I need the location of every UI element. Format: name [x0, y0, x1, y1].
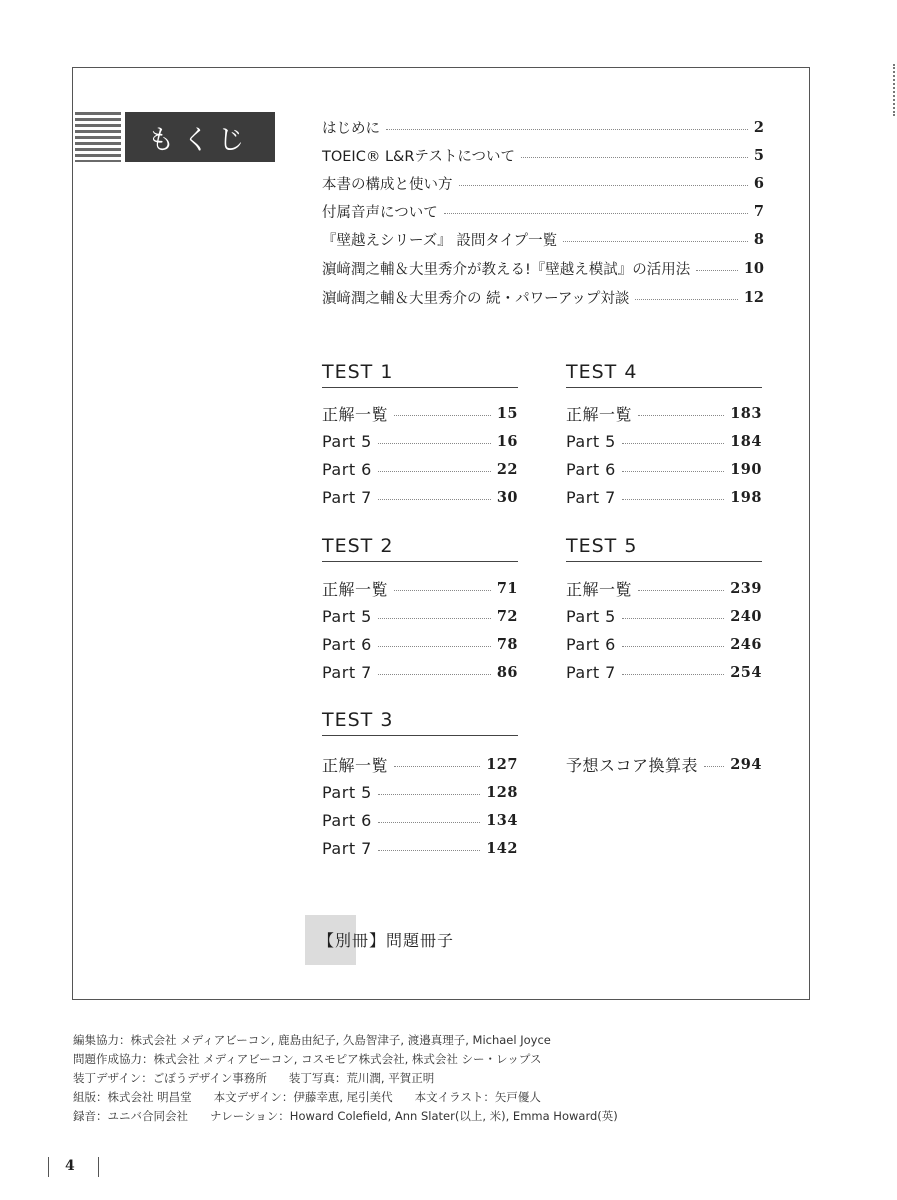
toc-label: Part 5: [322, 606, 372, 626]
toc-label: Part 6: [322, 810, 372, 830]
toc-page: 198: [730, 488, 762, 506]
toc-row[interactable]: [322, 808, 518, 832]
toc-label: Part 6: [322, 459, 372, 479]
toc-row[interactable]: [322, 632, 518, 656]
dot-leader: [378, 471, 491, 472]
toc-row[interactable]: [322, 780, 518, 804]
dot-leader: [521, 157, 748, 158]
toc-label: Part 6: [322, 634, 372, 654]
dot-leader: [622, 443, 724, 444]
toc-label: 付属音声について: [322, 204, 438, 221]
toc-page: 240: [730, 607, 762, 625]
dot-leader: [638, 415, 724, 416]
toc-row[interactable]: [322, 257, 764, 279]
toc-label: Part 7: [322, 662, 372, 682]
toc-page: 86: [496, 663, 518, 681]
credit-line: 問題作成協力：株式会社 メディアビーコン, コスモピア株式会社, 株式会社 シー・レップス: [73, 1052, 542, 1066]
toc-page: 71: [496, 579, 518, 597]
credit-item: 本文デザイン：伊藤幸恵, 尾引美代: [213, 1090, 393, 1104]
toc-page: 10: [743, 259, 764, 277]
credit-item: 装丁写真：荒川潤, 平賀正明: [288, 1071, 435, 1085]
toc-label: 正解一覧: [322, 579, 389, 599]
toc-label: 正解一覧: [322, 755, 389, 775]
toc-page: 78: [496, 635, 518, 653]
toc-label: Part 6: [566, 459, 616, 479]
toc-page: 7: [753, 202, 764, 220]
toc-row[interactable]: [322, 604, 518, 628]
dot-leader: [378, 646, 491, 647]
toc-label: Part 5: [566, 606, 616, 626]
toc-row[interactable]: [322, 144, 764, 166]
dot-leader: [378, 618, 491, 619]
dot-leader: [635, 299, 737, 300]
credit-line: [73, 1069, 618, 1088]
toc-page: 5: [753, 146, 764, 164]
dot-leader: [378, 794, 480, 795]
page-number: 4: [65, 1158, 75, 1174]
toc-row[interactable]: [322, 429, 518, 453]
dot-leader: [378, 443, 491, 444]
toc-page: 294: [730, 755, 762, 773]
toc-label: Part 5: [322, 782, 372, 802]
dot-leader: [394, 415, 491, 416]
toc-row[interactable]: [566, 401, 762, 425]
credit-line: [73, 1107, 618, 1126]
dot-leader: [444, 213, 748, 214]
dot-leader: [394, 590, 491, 591]
dot-leader: [378, 822, 480, 823]
dot-leader: [378, 850, 480, 851]
dot-leader: [638, 590, 724, 591]
toc-page: 254: [730, 663, 762, 681]
toc-row[interactable]: [322, 752, 518, 776]
folio-bar-right: [98, 1157, 99, 1177]
toc-label: 予想スコア換算表: [566, 755, 699, 775]
toc-row[interactable]: [322, 457, 518, 481]
test-heading: TEST 5: [566, 535, 762, 562]
toc-page: 16: [496, 432, 518, 450]
toc-page: 239: [730, 579, 762, 597]
toc-page: 12: [743, 288, 764, 306]
toc-row[interactable]: [322, 660, 518, 684]
folio-bar-left: [48, 1157, 49, 1177]
dot-leader: [394, 766, 480, 767]
toc-label: Part 5: [322, 431, 372, 451]
toc-row[interactable]: [566, 604, 762, 628]
toc-label: 本書の構成と使い方: [322, 176, 453, 193]
credit-item: 本文イラスト：矢戸優人: [414, 1090, 541, 1104]
toc-row[interactable]: [322, 286, 764, 308]
credit-line: [73, 1088, 618, 1107]
dot-leader: [622, 646, 724, 647]
toc-row[interactable]: [322, 116, 764, 138]
credit-item: ナレーション：Howard Colefield, Ann Slater(以上, 米), Emma Howard(英): [210, 1109, 618, 1123]
test-heading: TEST 1: [322, 361, 518, 388]
toc-row[interactable]: [566, 660, 762, 684]
toc-row[interactable]: [322, 200, 764, 222]
toc-page: 22: [496, 460, 518, 478]
toc-page: 134: [486, 811, 518, 829]
credits: [73, 1031, 618, 1126]
dot-leader: [622, 499, 724, 500]
dot-leader: [459, 185, 748, 186]
toc-page: 142: [486, 839, 518, 857]
dot-leader: [386, 129, 748, 130]
bessatsu-label: 【別冊】問題冊子: [318, 931, 455, 950]
toc-page: 15: [496, 404, 518, 422]
toc-label: TOEIC® L&Rテストについて: [322, 148, 516, 165]
toc-row[interactable]: [566, 632, 762, 656]
toc-label: Part 6: [566, 634, 616, 654]
toc-label: はじめに: [322, 120, 380, 137]
toc-page: 184: [730, 432, 762, 450]
dot-leader: [563, 241, 748, 242]
toc-row[interactable]: [322, 228, 764, 250]
credit-line: 編集協力：株式会社 メディアビーコン, 鹿島由紀子, 久島智津子, 渡邉真理子, Michael Joyce: [73, 1033, 551, 1047]
dot-leader: [378, 674, 491, 675]
toc-page: 8: [753, 230, 764, 248]
toc-label: Part 7: [322, 838, 372, 858]
dot-leader: [622, 618, 724, 619]
test-heading: TEST 2: [322, 535, 518, 562]
toc-row[interactable]: [322, 172, 764, 194]
toc-row[interactable]: [322, 401, 518, 425]
credit-item: 録音：ユニバ合同会社: [73, 1109, 188, 1123]
toc-row[interactable]: [322, 576, 518, 600]
toc-row[interactable]: [566, 429, 762, 453]
toc-page: 72: [496, 607, 518, 625]
toc-page: 6: [753, 174, 764, 192]
toc-label: Part 5: [566, 431, 616, 451]
dot-leader: [622, 471, 724, 472]
toc-page: 128: [486, 783, 518, 801]
title-stripes-decoration: [75, 112, 121, 162]
toc-page: 183: [730, 404, 762, 422]
toc-page: 127: [486, 755, 518, 773]
toc-row[interactable]: [322, 485, 518, 509]
toc-row[interactable]: [566, 576, 762, 600]
test-heading: TEST 4: [566, 361, 762, 388]
dot-leader: [378, 499, 491, 500]
toc-label: 正解一覧: [322, 404, 389, 424]
toc-label: 濵﨑潤之輔＆大里秀介の 続・パワーアップ対談: [322, 290, 630, 307]
toc-label: 正解一覧: [566, 404, 633, 424]
dot-leader: [622, 674, 724, 675]
toc-page: 246: [730, 635, 762, 653]
test-heading: TEST 3: [322, 709, 518, 736]
margin-dotted-line: [893, 64, 895, 116]
dot-leader: [704, 766, 724, 767]
credit-item: 装丁デザイン：ごぼうデザイン事務所: [73, 1071, 267, 1085]
toc-label: Part 7: [566, 662, 616, 682]
dot-leader: [696, 270, 738, 271]
credit-item: 組版：株式会社 明昌堂: [73, 1090, 192, 1104]
toc-label: Part 7: [566, 487, 616, 507]
toc-row[interactable]: [566, 485, 762, 509]
toc-page: 2: [753, 118, 764, 136]
page-title: もくじ: [125, 112, 275, 162]
toc-label: 『壁越えシリーズ』 設問タイプ一覧: [322, 232, 558, 249]
toc-label: Part 7: [322, 487, 372, 507]
toc-row-score-table[interactable]: [566, 752, 762, 776]
toc-label: 正解一覧: [566, 579, 633, 599]
toc-label: 濵﨑潤之輔＆大里秀介が教える!『壁越え模試』の活用法: [322, 261, 691, 278]
toc-page: 190: [730, 460, 762, 478]
toc-page: 30: [496, 488, 518, 506]
toc-row[interactable]: [322, 836, 518, 860]
toc-row[interactable]: [566, 457, 762, 481]
